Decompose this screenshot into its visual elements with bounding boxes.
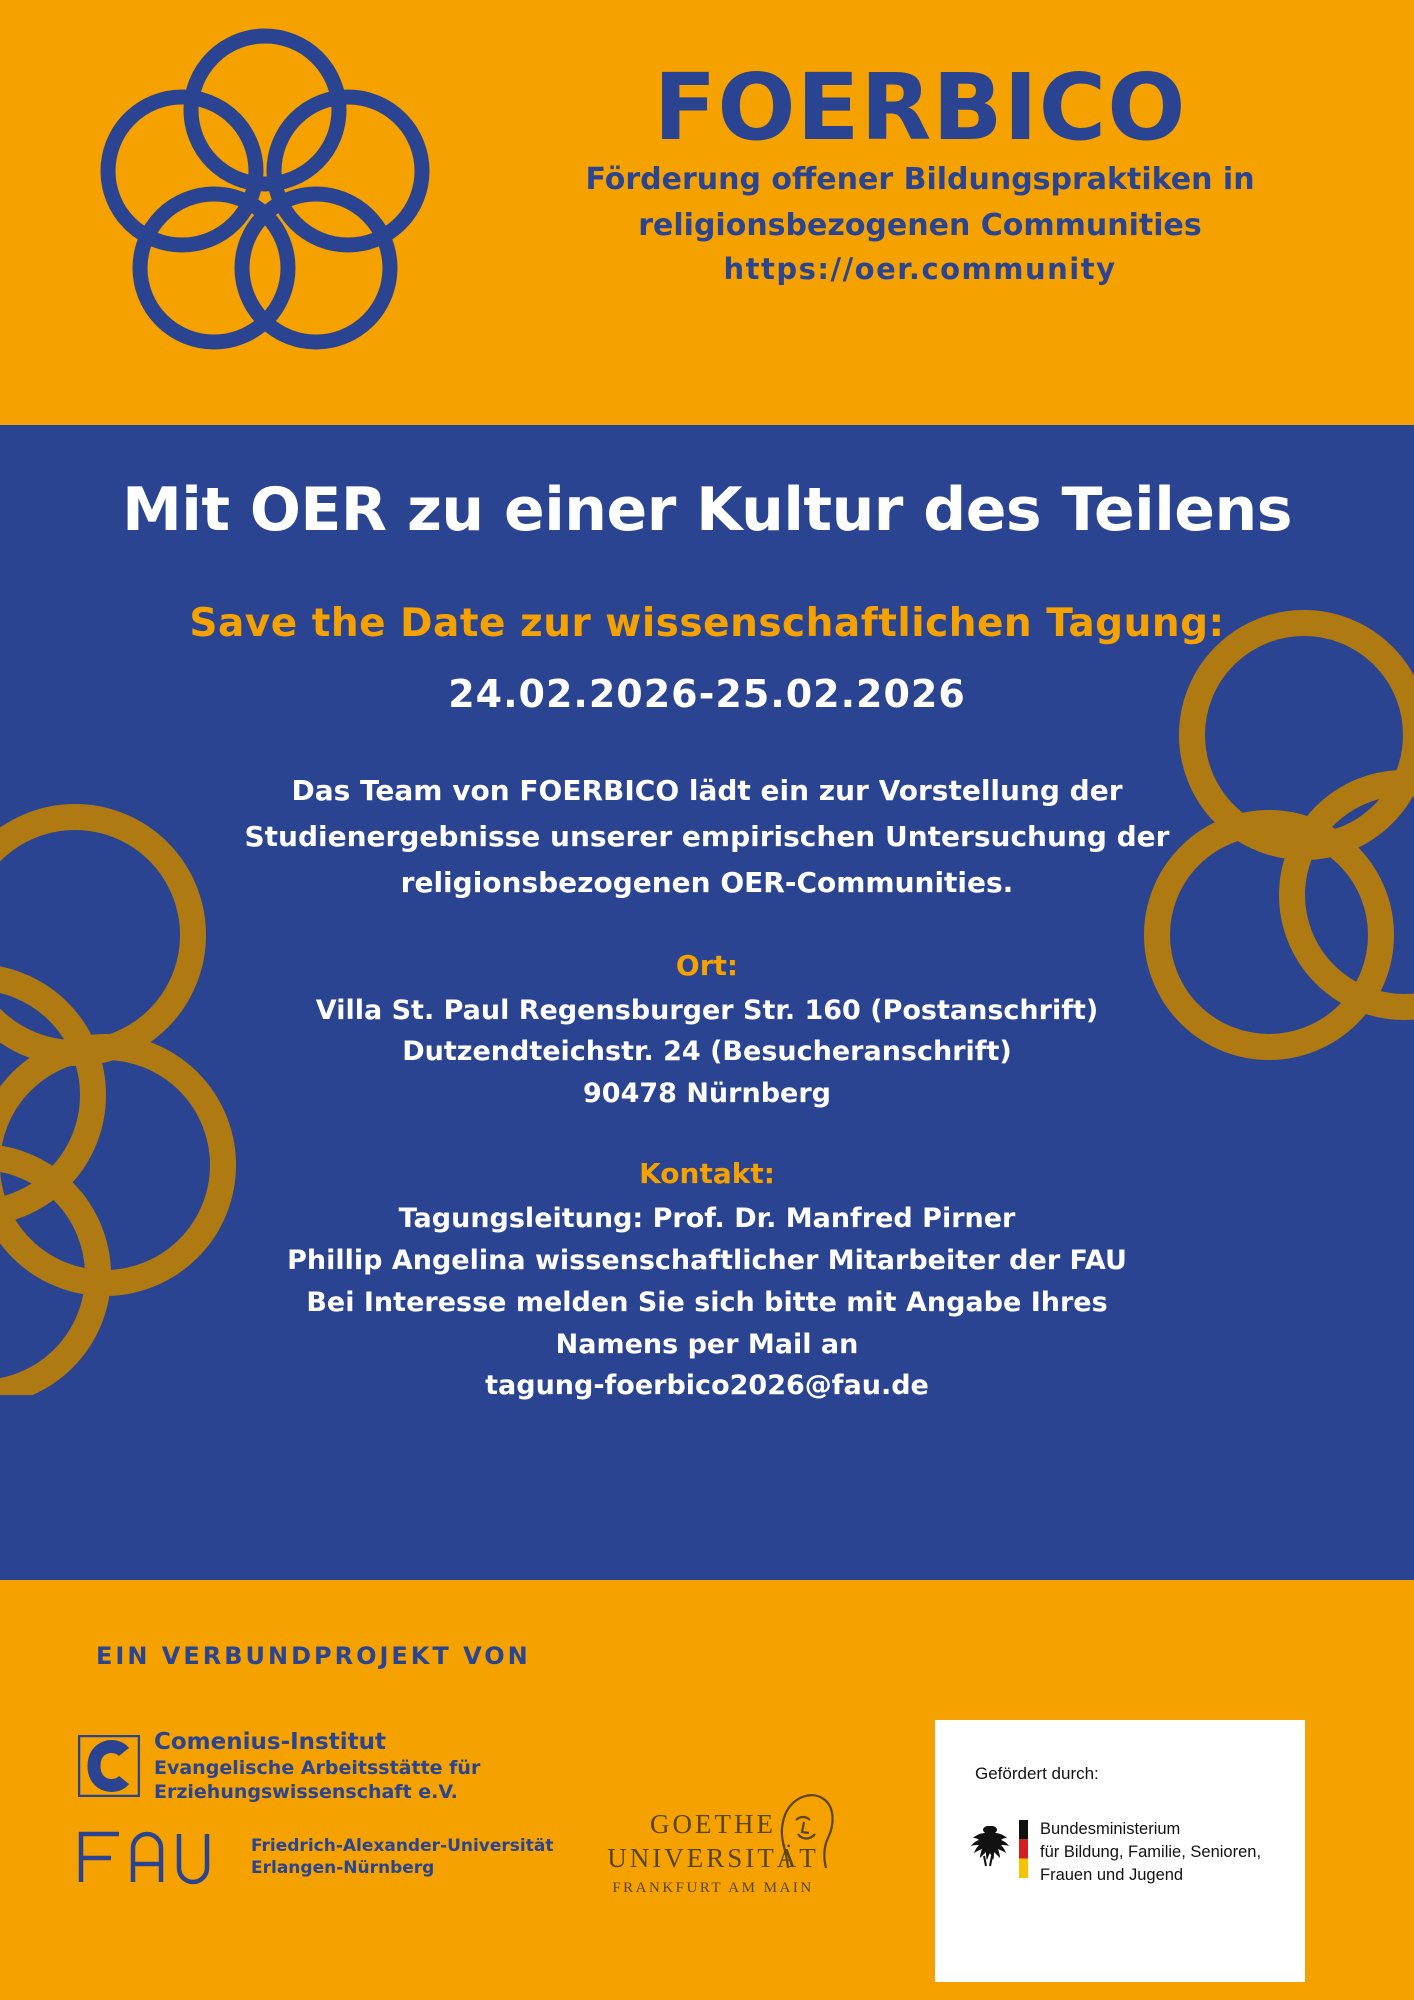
contact-block <box>60 1190 1354 1407</box>
comenius-sub2: Erziehungswissenschaft e.V. <box>154 1780 458 1803</box>
goethe-portrait-icon <box>768 1780 844 1872</box>
brand-subtitle-line1: Förderung offener Bildungspraktiken in <box>585 161 1255 197</box>
fau-logo <box>75 1828 553 1886</box>
federal-eagle-icon <box>965 1820 1011 1868</box>
ministry-line3: Frauen und Jugend <box>1040 1865 1184 1884</box>
german-flag-bar-icon <box>1019 1820 1028 1878</box>
contact-email[interactable]: tagung-foerbico2026@fau.de <box>485 1370 929 1402</box>
goethe-logo <box>588 1808 838 1897</box>
comenius-logo <box>78 1728 480 1804</box>
fau-text <box>251 1835 553 1879</box>
ministry-line1: Bundesministerium <box>1040 1820 1181 1838</box>
poster-header <box>0 0 1414 425</box>
contact-line: Bei Interesse melden Sie sich bitte mit Angabe Ihres <box>306 1286 1108 1318</box>
five-ring-flower-icon <box>95 28 435 388</box>
save-the-date-label: Save the Date zur wissenschaftlichen Tagung: <box>189 601 1225 646</box>
location-block <box>60 982 1354 1116</box>
fau-line2: Erlangen-Nürnberg <box>251 1858 435 1878</box>
header-text-block <box>450 54 1390 286</box>
comenius-text <box>154 1728 480 1804</box>
page-title: Mit OER zu einer Kultur des Teilens <box>122 475 1292 545</box>
location-line: Villa St. Paul Regensburger Str. 160 (Postanschrift) <box>315 994 1099 1026</box>
location-line: Dutzendteichstr. 24 (Besucheranschrift) <box>402 1036 1012 1068</box>
ministry-text <box>1040 1818 1261 1886</box>
brand-title: FOERBICO <box>653 54 1187 161</box>
ministry-line2: für Bildung, Familie, Senioren, <box>1040 1842 1262 1861</box>
contact-line: Phillip Angelina wissenschaftlicher Mitarbeiter der FAU <box>287 1244 1127 1276</box>
funded-by-label: Gefördert durch: <box>975 1764 1099 1783</box>
goethe-line3: FRANKFURT AM MAIN <box>612 1879 814 1896</box>
event-date-range: 24.02.2026-25.02.2026 <box>448 672 966 716</box>
project-url[interactable]: https://oer.community <box>723 251 1117 286</box>
poster-footer <box>0 1580 1414 2000</box>
goethe-line2: UNIVERSITÄT <box>607 1842 819 1873</box>
location-label: Ort: <box>675 948 739 982</box>
goethe-line1: GOETHE <box>650 1809 776 1839</box>
comenius-name: Comenius-Institut <box>154 1729 386 1755</box>
main-content <box>0 425 1414 1407</box>
contact-line: Namens per Mail an <box>555 1328 859 1360</box>
poster-main <box>0 425 1414 1580</box>
fau-wordmark-icon <box>75 1828 235 1886</box>
brand-subtitle-line2: religionsbezogenen Communities <box>638 208 1202 244</box>
ministry-funding-box <box>935 1720 1305 1982</box>
comenius-sub1: Evangelische Arbeitsstätte für <box>154 1756 481 1779</box>
intro-paragraph: Das Team von FOERBICO lädt ein zur Vorstellung der Studienergebnisse unserer empirischen Untersuchung der religionsbezogenen OER-Communities. <box>244 774 1170 900</box>
location-line: 90478 Nürnberg <box>583 1078 831 1110</box>
fau-line1: Friedrich-Alexander-Universität <box>251 1835 554 1856</box>
contact-label: Kontakt: <box>639 1157 775 1191</box>
partners-kicker: EIN VERBUNDPROJEKT VON <box>96 1642 531 1670</box>
comenius-c-icon <box>78 1735 140 1797</box>
contact-line: Tagungsleitung: Prof. Dr. Manfred Pirner <box>398 1203 1016 1235</box>
ministry-body <box>965 1818 1261 1886</box>
